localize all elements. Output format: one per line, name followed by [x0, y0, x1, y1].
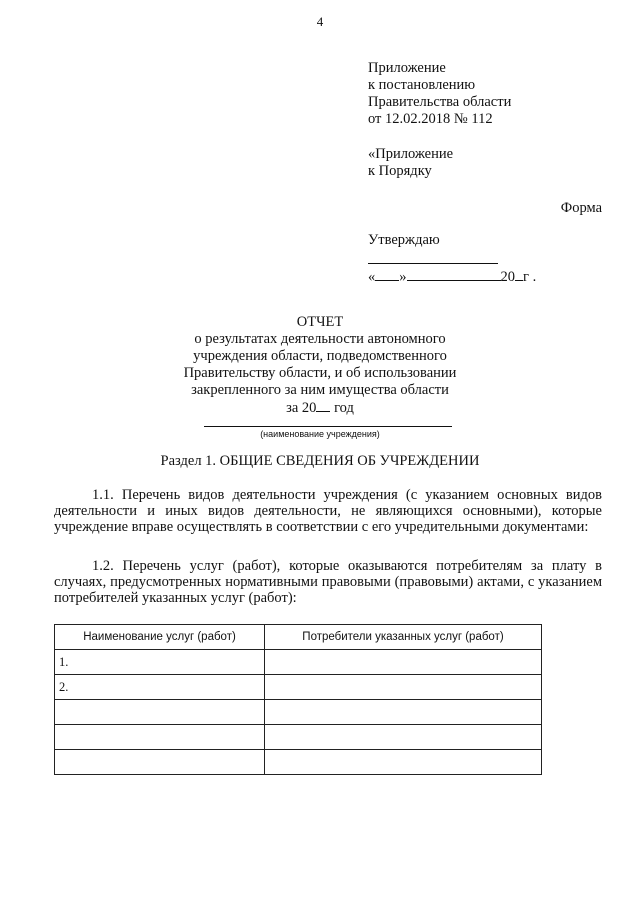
section-title: Раздел 1. ОБЩИЕ СВЕДЕНИЯ ОБ УЧРЕЖДЕНИИ: [160, 453, 480, 469]
appendix-date: от 12.02.2018 № 112: [368, 111, 493, 127]
table-cell: [55, 750, 265, 775]
appendix-line: к постановлению: [368, 77, 476, 93]
header-consumers: Потребители указанных услуг (работ): [265, 625, 542, 650]
report-year-prefix: за 20: [286, 400, 317, 416]
paragraph-1-1: [54, 487, 602, 535]
table-cell: [265, 675, 542, 700]
paragraph-text: 1.1. Перечень видов деятельности учреждения (с указанием основных видов деятельности и иных видов деятельности, не являющихся основными), которые учреждение вправе осуществлять в соответствии с его учредительными документами:: [54, 487, 602, 535]
appendix2-line: к Порядку: [368, 163, 432, 179]
report-title-line: закрепленного за ним имущества области: [191, 382, 449, 398]
paragraph-text: 1.2. Перечень услуг (работ), которые оказываются потребителям за плату в случаях, предусмотренных нормативными правовыми (правовыми) актами, с указанием потребителей указанных услуг (работ):: [54, 558, 602, 606]
report-year-suffix: год: [334, 400, 354, 416]
day-blank: [375, 268, 399, 281]
year-blank: [515, 268, 523, 281]
open-quote: «: [368, 269, 376, 285]
report-title-line: о результатах деятельности автономного: [194, 331, 446, 347]
close-quote: »: [399, 269, 407, 285]
appendix2-line: «Приложение: [368, 146, 454, 162]
appendix-block: [368, 60, 511, 128]
table-cell: [265, 650, 542, 675]
appendix-line: Приложение: [368, 60, 446, 76]
table-cell: [55, 700, 265, 725]
table-header-row: [55, 625, 542, 650]
table-cell: [265, 750, 542, 775]
table-cell: 1.: [55, 650, 265, 675]
table-cell: 2.: [55, 675, 265, 700]
month-blank: [407, 268, 501, 281]
appendix-line: Правительства области: [368, 94, 512, 110]
page-number: 4: [316, 14, 324, 29]
approval-block: [368, 232, 558, 286]
services-table: [54, 624, 542, 775]
report-title: [0, 314, 640, 417]
paragraph-1-2: [54, 558, 602, 606]
year-prefix: 20: [500, 269, 515, 285]
year-suffix: г .: [523, 269, 537, 285]
report-year-blank: [316, 399, 330, 412]
report-heading: ОТЧЕТ: [296, 314, 344, 330]
table-cell: [55, 725, 265, 750]
report-title-line: Правительству области, и об использовании: [183, 365, 457, 381]
signature-line: [368, 249, 498, 264]
form-label: Форма: [560, 200, 602, 216]
report-title-line: учреждения области, подведомственного: [193, 348, 447, 364]
approve-label: Утверждаю: [368, 232, 440, 248]
table-row: [55, 675, 542, 700]
appendix-to-order: [368, 146, 453, 180]
table-row: [55, 725, 542, 750]
header-services: Наименование услуг (работ): [55, 625, 265, 650]
approval-date-line: [368, 268, 558, 286]
table-cell: [265, 725, 542, 750]
table-row: [55, 700, 542, 725]
table-cell: [265, 700, 542, 725]
table-row: [55, 650, 542, 675]
report-year: [0, 399, 640, 417]
institution-caption: (наименование учреждения): [260, 429, 380, 439]
table-row: [55, 750, 542, 775]
institution-name-line: [204, 426, 452, 427]
